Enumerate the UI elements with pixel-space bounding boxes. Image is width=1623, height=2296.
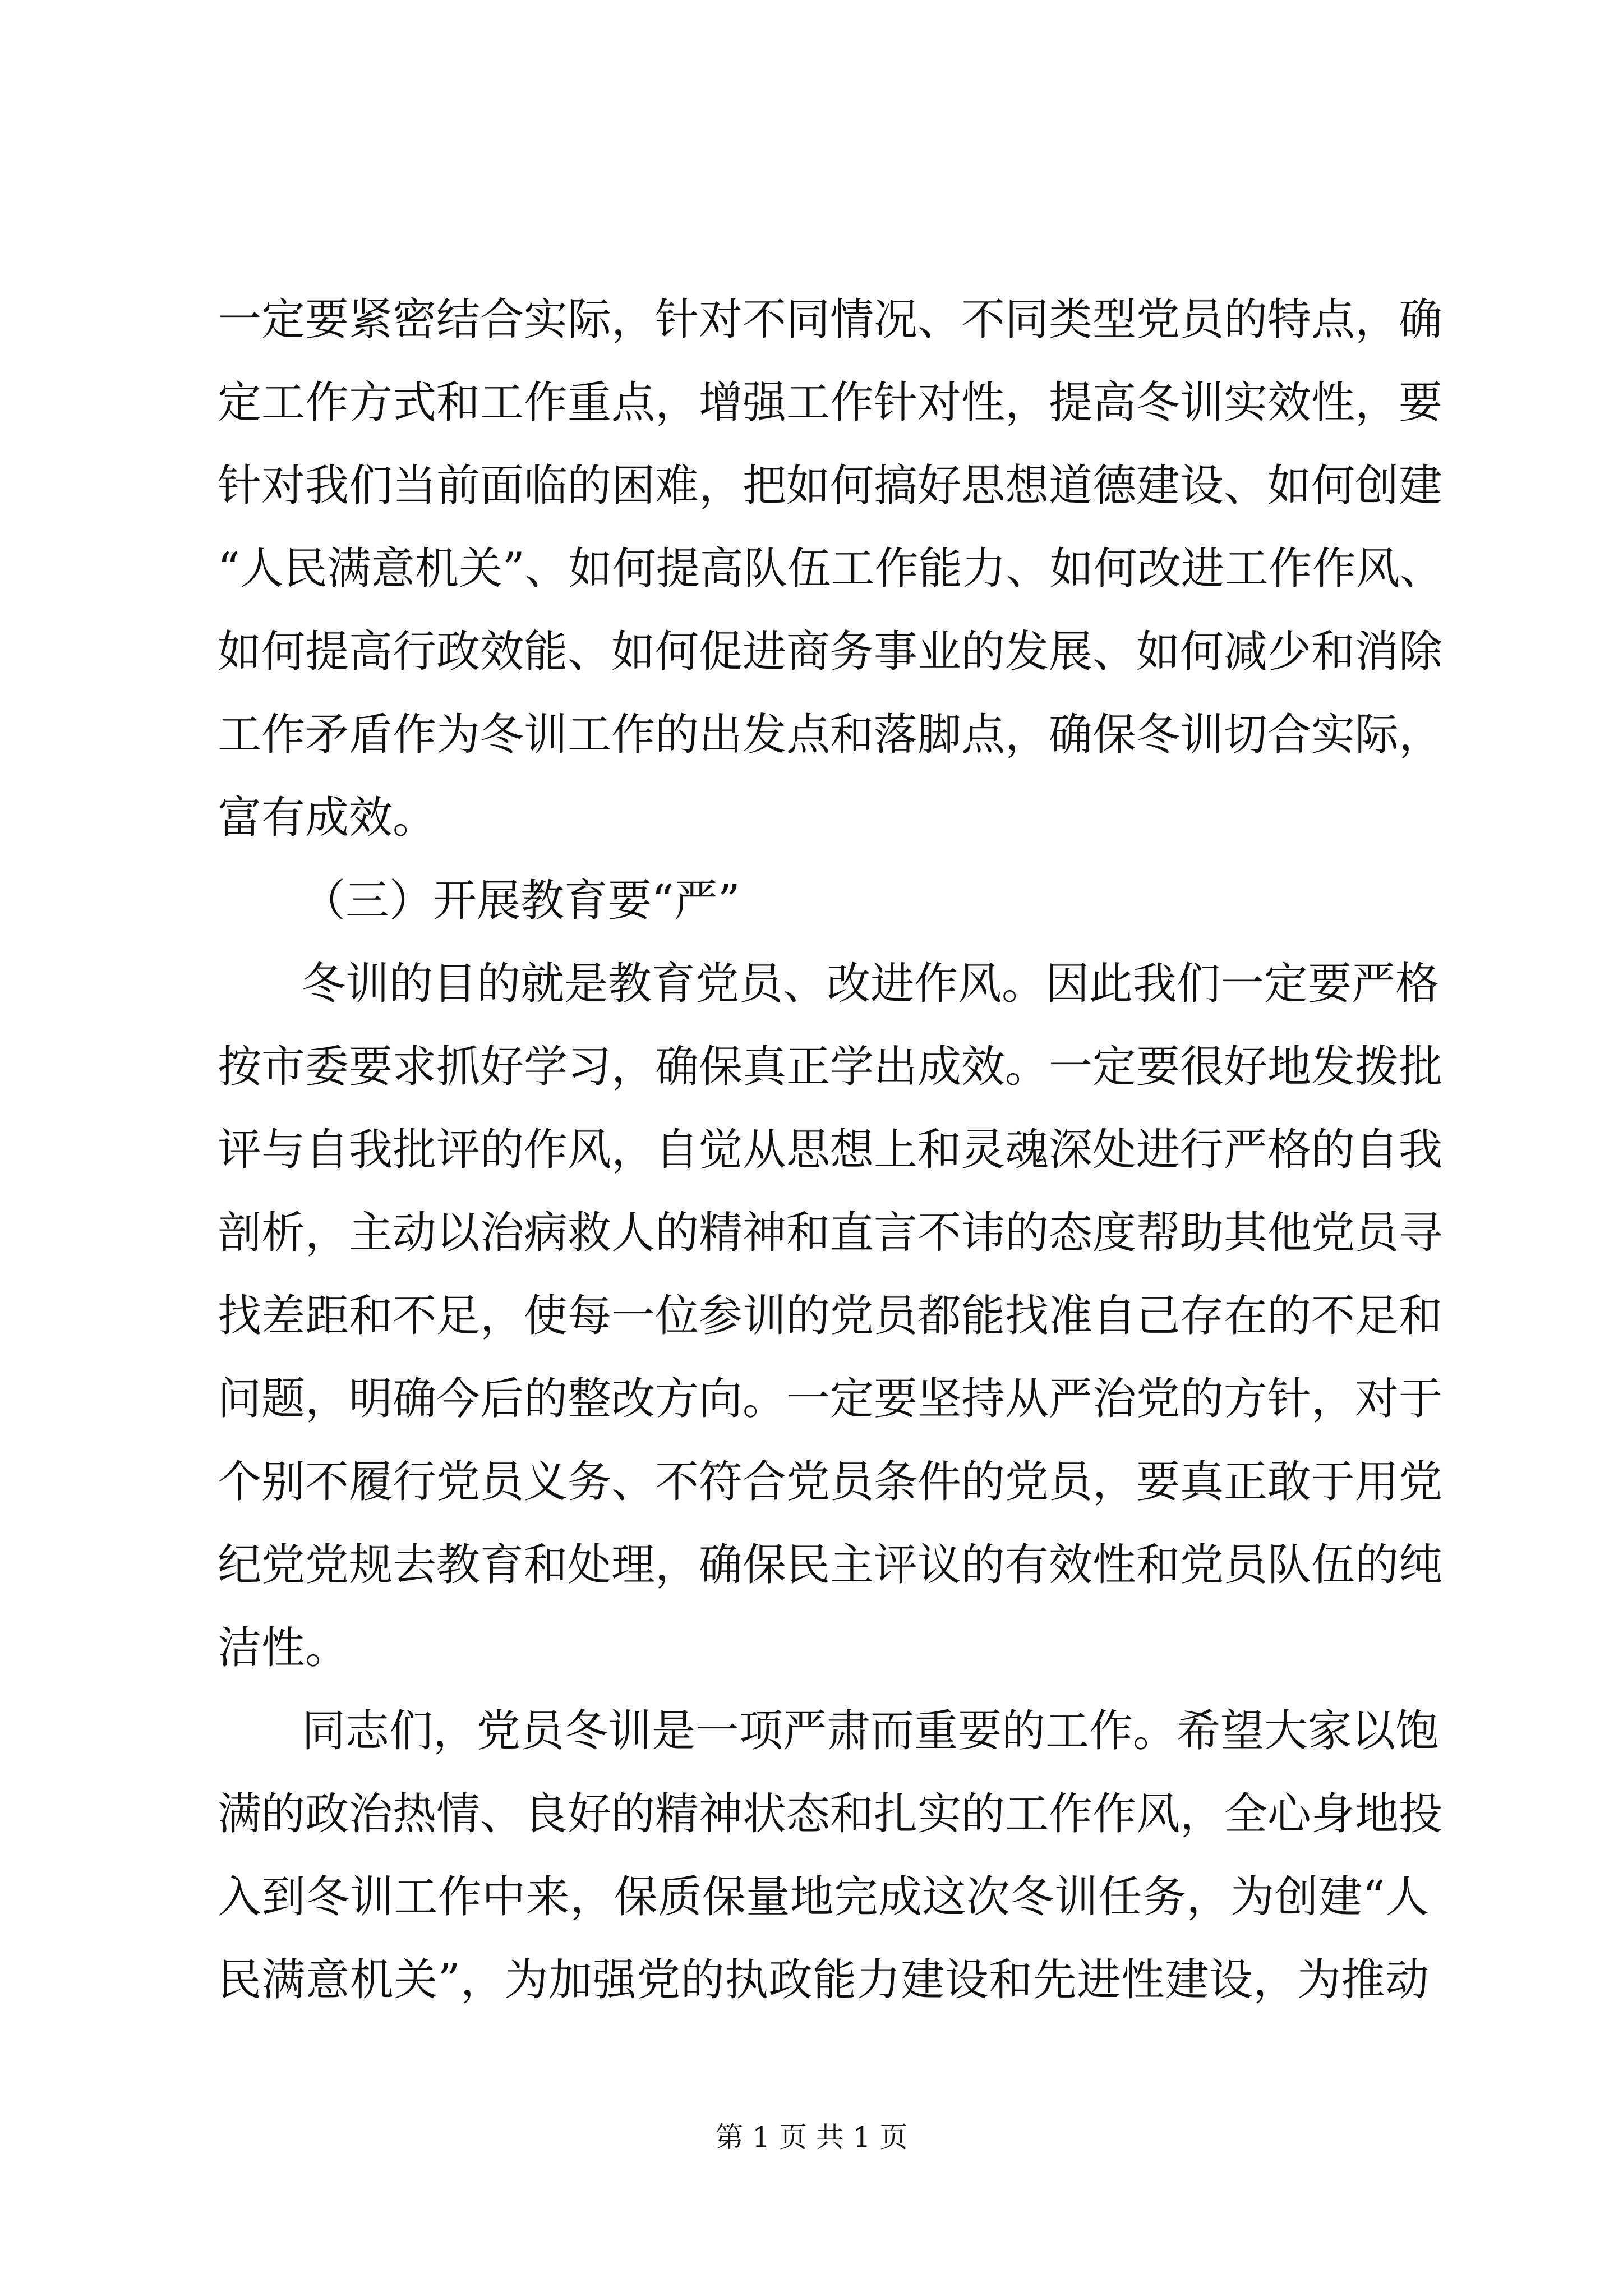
text-line: 满的政治热情、良好的精神状态和扎实的工作作风，全心身地投 [218, 1789, 1443, 1839]
text-line: 问题，明确今后的整改方向。一定要坚持从严治党的方针，对于 [218, 1374, 1443, 1424]
text-line: 同志们，党员冬训是一项严肃而重要的工作。希望大家以饱 [302, 1706, 1440, 1756]
text-line: 洁性。 [218, 1623, 349, 1673]
text-line: 评与自我批评的作风，自觉从思想上和灵魂深处进行严格的自我 [218, 1125, 1443, 1175]
text-line: 如何提高行政效能、如何促进商务事业的发展、如何减少和消除 [218, 627, 1443, 677]
text-line: 按市委要求抓好学习，确保真正学出成效。一定要很好地发拨批 [218, 1042, 1443, 1092]
text-line: 针对我们当前面临的困难，把如何搞好思想道德建设、如何创建 [218, 461, 1443, 511]
page-number-footer: 第 1 页 共 1 页 [715, 2121, 908, 2154]
text-line: 民满意机关”，为加强党的执政能力建设和先进性建设，为推动 [218, 1955, 1429, 2005]
text-line: 冬训的目的就是教育党员、改进作风。因此我们一定要严格 [302, 959, 1440, 1009]
text-line: 一定要紧密结合实际，针对不同情况、不同类型党员的特点，确 [218, 295, 1443, 345]
text-line: 找差距和不足，使每一位参训的党员都能找准自己存在的不足和 [218, 1291, 1443, 1341]
text-line: 个别不履行党员义务、不符合党员条件的党员，要真正敢于用党 [218, 1457, 1443, 1507]
text-line: 富有成效。 [218, 793, 437, 843]
text-line: 工作矛盾作为冬训工作的出发点和落脚点，确保冬训切合实际， [218, 710, 1443, 760]
text-line: 入到冬训工作中来，保质保量地完成这次冬训任务，为创建“人 [218, 1872, 1429, 1922]
text-line: 纪党党规去教育和处理，确保民主评议的有效性和党员队伍的纯 [218, 1540, 1443, 1590]
text-line: 剖析，主动以治病救人的精神和直言不讳的态度帮助其他党员寻 [218, 1208, 1443, 1258]
text-line: “人民满意机关”、如何提高队伍工作能力、如何改进工作作风、 [218, 544, 1444, 594]
text-line: 定工作方式和工作重点，增强工作针对性，提高冬训实效性，要 [218, 378, 1443, 428]
section-heading: （三）开展教育要“严” [302, 876, 740, 926]
